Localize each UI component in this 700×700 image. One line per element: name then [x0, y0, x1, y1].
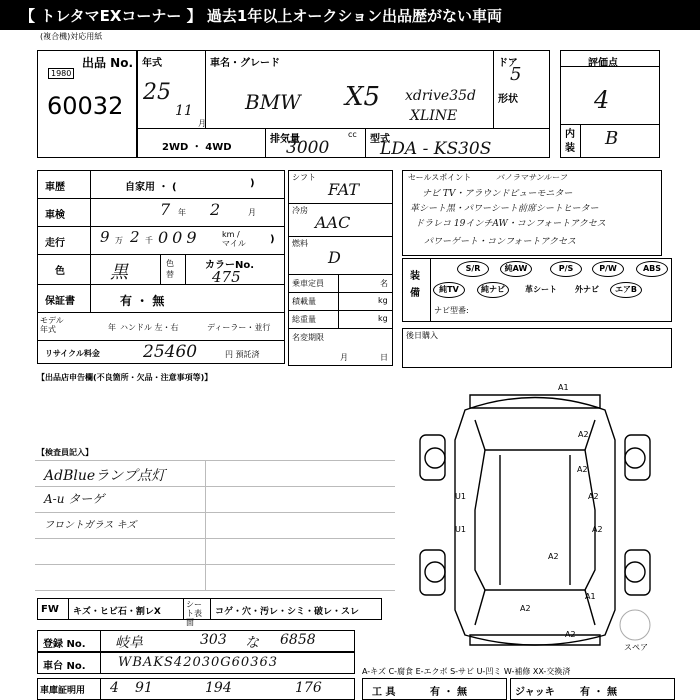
mileage-label: 走行	[45, 238, 65, 249]
history-close: )	[250, 178, 255, 189]
header-sub: (複合機)対応用紙	[40, 32, 103, 41]
warranty-options: 有 ・ 無	[120, 294, 165, 308]
registration-num: 303	[200, 632, 227, 648]
displacement-value: 3000	[286, 138, 330, 158]
model-year-dealer: ディーラー・並行	[207, 323, 271, 332]
shape-label: 形状	[498, 94, 518, 105]
inspection-month: 2	[210, 200, 221, 219]
jack-label: ジャッキ	[515, 687, 555, 698]
recycle-value: 25460	[143, 342, 198, 362]
interior-value: B	[605, 128, 619, 149]
equip-sr: S/R	[465, 264, 481, 273]
shift-label: シフト	[292, 173, 316, 182]
color-label: 色	[55, 266, 65, 277]
map-mark-9: A1	[585, 592, 596, 601]
inspection-month-unit: 月	[248, 208, 256, 217]
legend-fw: FW	[41, 604, 59, 615]
evaluation-value: 4	[594, 86, 610, 114]
map-mark-5: U1	[455, 492, 466, 501]
equip-navi: 純ナビ	[481, 285, 505, 294]
posted-label: 後日購入	[406, 331, 438, 340]
posted-box	[402, 328, 672, 368]
color-code-label: カラーNo.	[205, 260, 255, 271]
year-month: 11	[175, 103, 193, 119]
inspection-label: 車検	[45, 210, 65, 221]
mileage-man: 9	[100, 228, 110, 246]
drive-label: 2WD ・ 4WD	[162, 142, 232, 153]
color-code: 475	[212, 268, 241, 286]
sales-line-1: パノラマサンルーフ	[496, 173, 567, 182]
seller-notes-label: 【出品店申告欄(不良箇所・欠品・注意事項等)】	[37, 373, 213, 382]
mileage-unit: km / マイル	[222, 230, 246, 248]
history-label: 車歴	[45, 182, 65, 193]
equip-pw: P/W	[599, 264, 617, 273]
tools-opt: 有 ・ 無	[430, 687, 467, 698]
model-year-handle: ハンドル 左・右	[120, 323, 179, 332]
load-label: 積載量	[292, 297, 316, 306]
gross-unit: kg	[378, 314, 388, 323]
inspector-line-3: フロントガラス キズ	[44, 520, 137, 531]
chassis-label: 車台 No.	[43, 661, 86, 672]
model-code-label: 型式	[370, 134, 390, 145]
map-mark-7: A2	[592, 525, 603, 534]
map-mark-3: A2	[577, 465, 588, 474]
spare-label: スペア	[624, 643, 648, 652]
reg-change-unit: 月	[340, 353, 348, 362]
navi-label: ナビ型番:	[434, 306, 469, 315]
color-repaint-label: 色替	[166, 259, 174, 279]
inspector-line-1: AdBlueランプ点灯	[44, 468, 166, 484]
year-era: 25	[143, 80, 171, 105]
equip-ps: P/S	[558, 264, 574, 273]
inspector-label: 【検査員記入】	[37, 448, 93, 457]
chassis-value: WBAKS42030G60363	[118, 655, 279, 670]
equip-abs: ABS	[642, 264, 662, 273]
fuel-label: 燃料	[292, 239, 308, 248]
mileage-close: )	[270, 234, 275, 245]
map-mark-10: A2	[520, 604, 531, 613]
shift-value: FAT	[328, 180, 360, 199]
mileage-sen-unit: 千	[145, 236, 153, 245]
legend-text2: コゲ・穴・汚レ・シミ・破レ・スレ	[215, 607, 360, 617]
reg-cert-d: 176	[295, 680, 322, 696]
reg-cert-label: 車庫証明用	[40, 686, 86, 696]
mileage-sen: 2	[130, 228, 140, 246]
equipment-label: 装備	[410, 271, 420, 299]
doors-label: ドア	[498, 58, 518, 69]
header-title: 【 トレタマEXコーナー 】 過去1年以上オークション出品歴がない車両	[20, 7, 503, 25]
car-label: 車名・グレード	[210, 58, 280, 69]
year-label: 年式	[142, 58, 162, 69]
tools-label: 工 具	[372, 687, 396, 698]
reg-cert-b: 91	[135, 680, 153, 696]
legend-seat: シート表面	[186, 600, 202, 627]
aircon-value: AAC	[315, 213, 351, 232]
reg-cert-a: 4	[110, 680, 119, 696]
jack-opt: 有 ・ 無	[580, 687, 617, 698]
aircon-label: 冷房	[292, 206, 308, 215]
map-mark-4: A2	[588, 492, 599, 501]
equip-leather: 革シート	[525, 285, 557, 294]
lot-number: 60032	[47, 92, 124, 120]
equip-ext-navi: 外ナビ	[575, 285, 599, 294]
map-mark-8: A2	[548, 552, 559, 561]
equip-airbag: エアB	[614, 285, 638, 294]
sales-point-label: セールスポイント	[408, 173, 472, 182]
model-year-unit: 年	[108, 323, 116, 332]
warranty-label: 保証書	[45, 296, 75, 307]
capacity-label: 乗車定員	[292, 279, 324, 288]
map-mark-11: A2	[565, 630, 576, 639]
displacement-unit: cc	[348, 130, 357, 139]
year-month-unit: 月	[198, 119, 206, 128]
interior-label: 内装	[565, 129, 575, 154]
color-value: 黒	[110, 262, 128, 283]
reg-change-label: 名変期限	[292, 333, 324, 342]
car-diagram	[410, 380, 660, 660]
displacement-label: 排気量	[270, 134, 300, 145]
inspector-line-2: A-u ターゲ	[44, 492, 105, 506]
registration-plate: 6858	[280, 632, 316, 648]
inspection-year-unit: 年	[178, 208, 186, 217]
lot-year-code: 1980	[48, 68, 74, 79]
capacity-unit: 名	[380, 279, 388, 288]
recycle-unit: 円 預託済	[225, 350, 260, 359]
damage-legend: A-キズ C-腐食 E-エクボ S-サビ U-凹ミ W-補修 XX-交換済	[362, 667, 571, 676]
map-mark-2: A2	[578, 430, 589, 439]
map-mark-1: A1	[558, 383, 569, 392]
load-unit: kg	[378, 296, 388, 305]
car-grade: xdrive35d	[405, 88, 476, 104]
evaluation-label: 評価点	[588, 58, 618, 69]
model-year-label: モデル年式	[40, 316, 64, 334]
fuel-value: D	[328, 248, 341, 267]
registration-kana: な	[245, 635, 259, 651]
reg-cert-c: 194	[205, 680, 232, 696]
car-model: X5	[345, 82, 381, 112]
sales-line-5: パワーゲート・コンフォートアクセス	[424, 237, 577, 247]
registration-label: 登録 No.	[43, 639, 86, 650]
reg-change-day-unit: 日	[380, 353, 388, 362]
map-mark-6: U1	[455, 525, 466, 534]
legend-text: キズ・ヒビ石・割レX	[73, 607, 161, 617]
gross-label: 総重量	[292, 315, 316, 324]
registration-area: 岐阜	[115, 635, 143, 651]
sales-line-4: ドラレコ 19インチAW・コンフォートアクセス	[415, 219, 606, 229]
equip-aw: 純AW	[504, 264, 528, 273]
car-grade2: XLINE	[410, 108, 458, 124]
lot-label: 出品 No.	[82, 56, 134, 70]
mileage-rest: 009	[158, 228, 201, 247]
recycle-label: リサイクル料金	[45, 349, 100, 358]
mileage-man-unit: 万	[115, 236, 123, 245]
history-options: 自家用 ・ (	[125, 182, 177, 193]
doors-value: 5	[510, 64, 522, 85]
sales-line-3: 革シート黒・パワーシート前席シートヒーター	[410, 204, 599, 214]
inspection-year: 7	[160, 200, 171, 219]
model-code-value: LDA - KS30S	[380, 139, 492, 159]
car-make: BMW	[245, 90, 301, 114]
sales-line-2: ナビ TV・アラウンドビューモニター	[422, 189, 573, 199]
equip-tv: 純TV	[439, 285, 459, 294]
